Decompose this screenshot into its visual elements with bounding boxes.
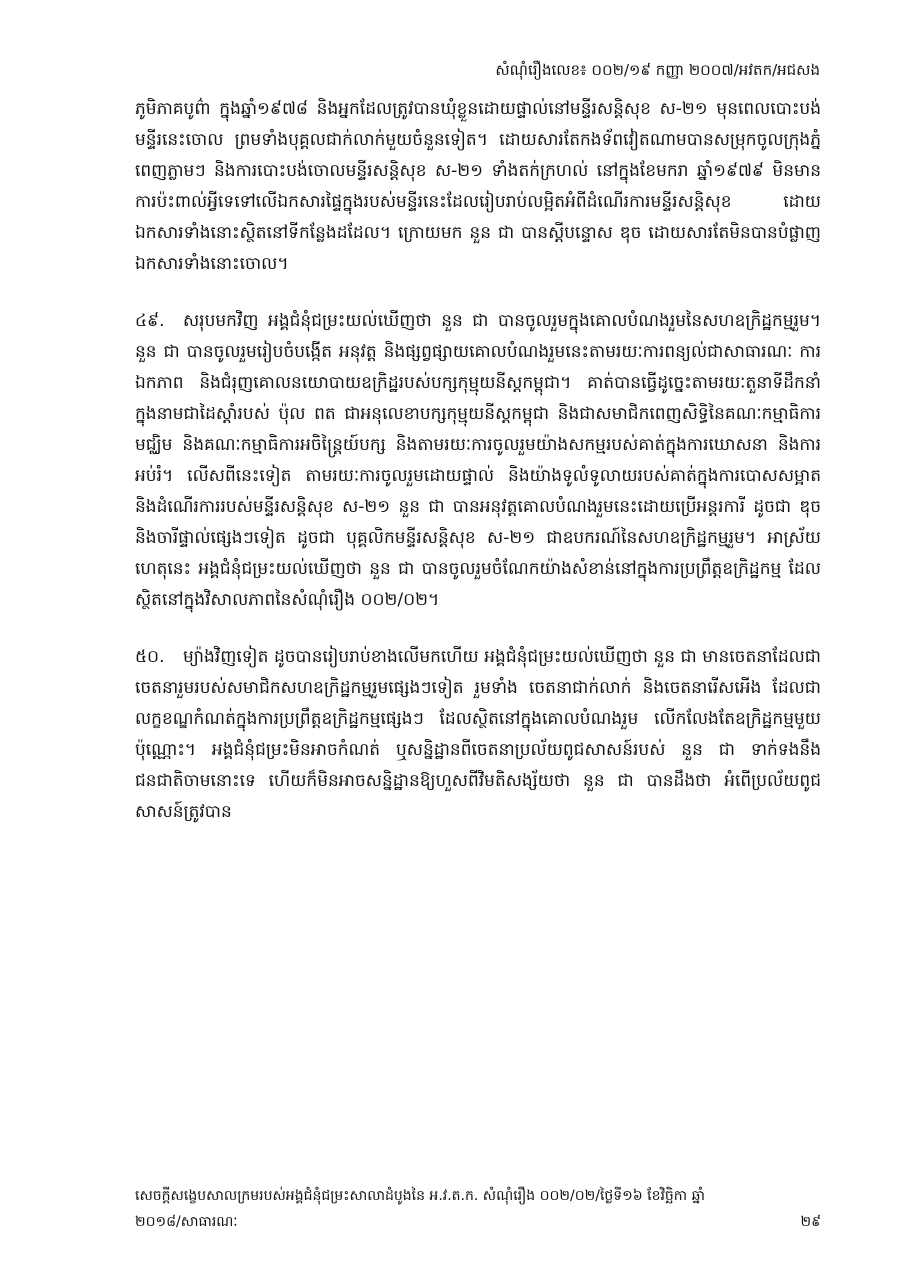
paragraph-50 — [135, 642, 821, 828]
paragraph-49 — [135, 306, 821, 616]
paragraph-text: ភូមិភាគបូព៌ា ក្នុងឆ្នាំ១៩៧៨ និងអ្នកដែលត្រូវបានឃុំខ្លួនដោយផ្ទាល់នៅមន្ទីរសន្តិសុខ ស-២១ មុនពេលបោះបង់មន្ទីរនេះចោល ព្រមទាំងបុគ្គលជាក់លាក់មួយចំនួនទៀត។ ដោយសារតែកងទ័ពវៀតណាមបានសម្រុកចូលក្រុងភ្នំពេញភ្លាមៗ និងការបោះបង់ចោលមន្ទីរសន្តិសុខ ស-២១ ទាំងតក់ក្រហល់ នៅក្នុងខែមករា ឆ្នាំ១៩៧៩ មិនមានការប៉ះពាល់អ្វីទេទៅលើឯកសារផ្ទៃក្នុងរបស់មន្ទីរនេះដែលរៀបរាប់លម្អិតអំពីដំណើរការមន្ទីរសន្តិសុខ ដោយឯកសារទាំងនោះស្ថិតនៅទីកន្លែងដដែល។ ក្រោយមក នួន ជា បានស្តីបន្ទោស ឌុច ដោយសារតែមិនបានបំផ្លាញឯកសារទាំងនោះចោល។ — [135, 99, 821, 274]
page-footer — [135, 1183, 821, 1235]
footer-citation: សេចក្តីសង្ខេបសាលក្រមរបស់អង្គជំនុំជម្រះសាលាដំបូងនៃ អ.វ.ត.ក. សំណុំរឿង ០០២/០២/ថ្ងៃទី១៦ ខែវិច្ឆិកា ឆ្នាំ — [135, 1188, 705, 1204]
footer-second-line — [135, 1209, 821, 1235]
paragraph-text: សរុបមកវិញ អង្គជំនុំជម្រះយល់ឃើញថា នួន ជា បានចូលរួមក្នុងគោលបំណងរួមនៃសហឧក្រិដ្ឋកម្មរួម។ នួន ជា បានចូលរួមរៀបចំបង្កើត អនុវត្ត និងផ្សព្វផ្សាយគោលបំណងរួមនេះតាមរយៈការពន្យល់ជាសាធារណៈ ការឯកភាព និងជំរុញគោលនយោបាយឧក្រិដ្ឋរបស់បក្សកុម្មុយនីស្តកម្ពុជា។ គាត់បានធ្វើដូច្នេះតាមរយៈតួនាទីដឹកនាំក្នុងនាមជាដៃស្តាំរបស់ ប៉ុល ពត ជាអនុលេខាបក្សកុម្មុយនីស្តកម្ពុជា និងជាសមាជិកពេញសិទ្ធិនៃគណៈកម្មាធិការមជ្ឈិម និងគណៈកម្មាធិការអចិន្ត្រៃយ៍បក្ស និងតាមរយៈការចូលរួមយ៉ាងសកម្មរបស់គាត់ក្នុងការឃោសនា និងការអប់រំ។ លើសពីនេះទៀត តាមរយៈការចូលរួមដោយផ្ទាល់ និងយ៉ាងទូលំទូលាយរបស់គាត់ក្នុងការបោសសម្អាត និងដំណើរការរបស់មន្ទីរសន្តិសុខ ស-២១ នួន ជា បានអនុវត្តគោលបំណងរួមនេះដោយប្រើអន្តរការី ដូចជា ឌុច និងចារីផ្ទាល់ផ្សេងៗទៀត ដូចជា បុគ្គលិកមន្ទីរសន្តិសុខ ស-២១ ជាឧបករណ៍នៃសហឧក្រិដ្ឋកម្មរួម។ អាស្រ័យហេតុនេះ អង្គជំនុំជម្រះយល់ឃើញថា នួន ជា បានចូលរួមចំណែកយ៉ាងសំខាន់នៅក្នុងការប្រព្រឹត្តឧក្រិដ្ឋកម្ម ដែលស្ថិតនៅក្នុងវិសាលភាពនៃសំណុំរឿង ០០២/០២។ — [135, 311, 821, 610]
document-body — [135, 94, 821, 854]
paragraph-continuation — [135, 94, 821, 280]
paragraph-text: ម្យ៉ាងវិញទៀត ដូចបានរៀបរាប់ខាងលើមកហើយ អង្គជំនុំជម្រះយល់ឃើញថា នួន ជា មានចេតនាដែលជាចេតនារួមរបស់សមាជិកសហឧក្រិដ្ឋកម្មរួមផ្សេងៗទៀត រួមទាំង ចេតនាជាក់លាក់ និងចេតនារើសអើង ដែលជាលក្ខខណ្ឌកំណត់ក្នុងការប្រព្រឹត្តឧក្រិដ្ឋកម្មផ្សេងៗ ដែលស្ថិតនៅក្នុងគោលបំណងរួម លើកលែងតែឧក្រិដ្ឋកម្មមួយប៉ុណ្ណោះ។ អង្គជំនុំជម្រះមិនអាចកំណត់ ឬសន្និដ្ឋានពីចេតនាប្រល័យពូជសាសន៍របស់ នួន ជា ទាក់ទងនឹងជនជាតិចាមនោះទេ ហើយក៏មិនអាចសន្និដ្ឋានឱ្យហួសពីវិមតិសង្ស័យថា នួន ជា បានដឹងថា អំពើប្រល័យពូជសាសន៍ត្រូវបាន — [135, 647, 821, 822]
page-number: ២៩ — [800, 1214, 821, 1230]
case-reference-header: សំណុំរឿងលេខ៖ ០០២/១៩ កញ្ញា ២០០៧/អវតក/អជសង — [495, 61, 820, 79]
paragraph-number: ៤៩. — [135, 311, 165, 331]
paragraph-number: ៥០. — [135, 647, 165, 667]
footer-classification: ២០១៨/សាធារណៈ — [135, 1214, 238, 1230]
